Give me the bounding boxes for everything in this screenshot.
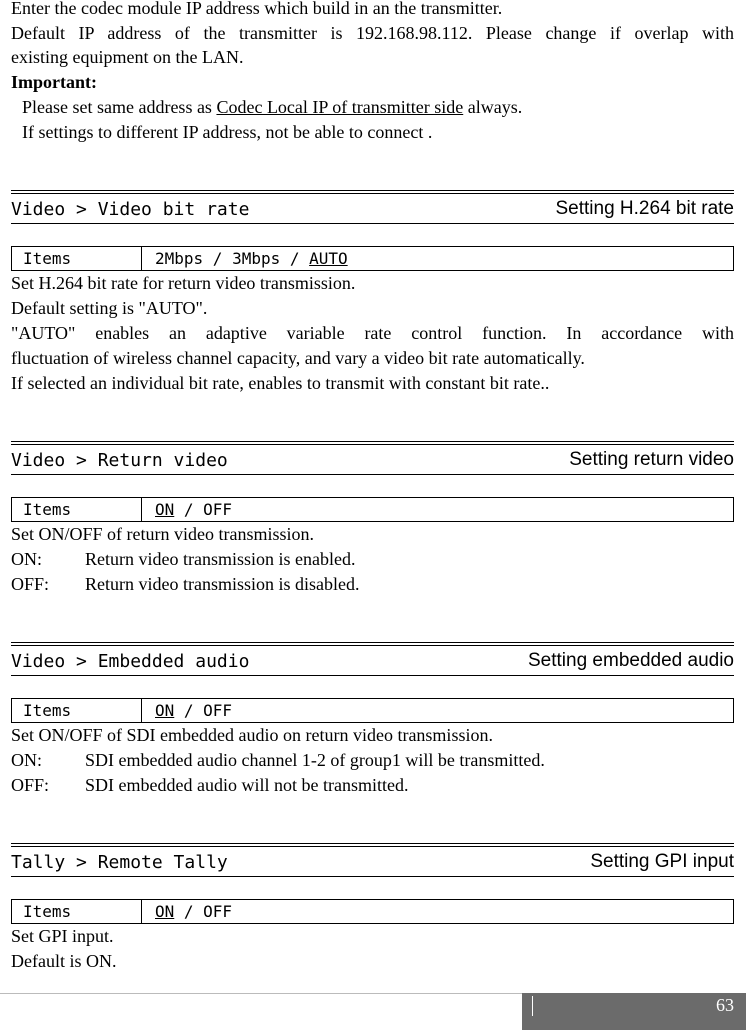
return-video-off-row bbox=[11, 573, 359, 595]
note-text: always. bbox=[463, 97, 523, 117]
items-label: Items bbox=[12, 498, 142, 521]
items-label: Items bbox=[12, 900, 142, 923]
section-title: Setting H.264 bit rate bbox=[555, 198, 734, 219]
bitrate-line-4: fluctuation of wireless channel capacity, and vary a video bit rate automatically. bbox=[11, 348, 585, 368]
items-table-remote-tally bbox=[11, 899, 734, 924]
page-number-box bbox=[522, 993, 746, 1030]
embedded-audio-off-row bbox=[11, 774, 408, 796]
items-table-return-video bbox=[11, 497, 734, 522]
bitrate-line-5: If selected an individual bit rate, enables to transmit with constant bit rate.. bbox=[11, 373, 550, 393]
items-label: Items bbox=[12, 699, 142, 722]
option-selected: ON bbox=[155, 902, 175, 921]
bitrate-line-2: Default setting is "AUTO". bbox=[11, 298, 208, 318]
off-key: OFF: bbox=[11, 574, 50, 594]
option-text: / OFF bbox=[174, 902, 233, 921]
note-text: Please set same address as bbox=[22, 97, 217, 117]
embedded-audio-desc: Set ON/OFF of SDI embedded audio on return video transmission. bbox=[11, 725, 493, 745]
section-header-video-bit-rate bbox=[11, 190, 734, 224]
option-text: 2Mbps / 3Mbps / bbox=[155, 249, 310, 268]
page-box-separator bbox=[532, 996, 533, 1016]
section-path: Video > Embedded audio bbox=[11, 651, 250, 672]
items-label: Items bbox=[12, 247, 142, 270]
section-path: Video > Video bit rate bbox=[11, 199, 250, 220]
bitrate-line-1: Set H.264 bit rate for return video transmission. bbox=[11, 273, 356, 293]
section-path: Tally > Remote Tally bbox=[11, 852, 228, 873]
on-text: Return video transmission is enabled. bbox=[85, 549, 356, 569]
items-table-embedded-audio bbox=[11, 698, 734, 723]
on-key: ON: bbox=[11, 750, 42, 770]
section-path: Video > Return video bbox=[11, 450, 228, 471]
option-text: / OFF bbox=[174, 701, 233, 720]
option-selected: ON bbox=[155, 500, 175, 519]
off-text: SDI embedded audio will not be transmitted. bbox=[85, 775, 409, 795]
items-options bbox=[155, 699, 232, 722]
return-video-on-row bbox=[11, 548, 355, 570]
section-header-return-video bbox=[11, 441, 734, 475]
intro-line-1: Enter the codec module IP address which build in an the transmitter. bbox=[11, 0, 503, 18]
important-note-1 bbox=[22, 96, 522, 118]
tally-line-1: Set GPI input. bbox=[11, 926, 114, 946]
section-header-remote-tally bbox=[11, 843, 734, 877]
on-text: SDI embedded audio channel 1-2 of group1 will be transmitted. bbox=[85, 750, 545, 770]
section-title: Setting embedded audio bbox=[528, 650, 734, 671]
items-options bbox=[155, 900, 232, 923]
codec-local-ip-link: Codec Local IP of transmitter side bbox=[216, 97, 464, 117]
off-text: Return video transmission is disabled. bbox=[85, 574, 360, 594]
on-key: ON: bbox=[11, 549, 42, 569]
items-table-video-bit-rate bbox=[11, 246, 734, 271]
return-video-desc: Set ON/OFF of return video transmission. bbox=[11, 524, 314, 544]
items-options bbox=[155, 498, 232, 521]
section-header-embedded-audio bbox=[11, 642, 734, 676]
bitrate-line-3: "AUTO" enables an adaptive variable rate control function. In accordance with bbox=[11, 323, 734, 343]
option-selected: ON bbox=[155, 701, 175, 720]
section-title: Setting return video bbox=[569, 449, 734, 470]
option-text: / OFF bbox=[174, 500, 233, 519]
items-options bbox=[155, 247, 348, 270]
off-key: OFF: bbox=[11, 775, 50, 795]
embedded-audio-on-row bbox=[11, 749, 545, 771]
intro-line-2: Default IP address of the transmitter is 192.168.98.112. Please change if overlap with bbox=[11, 23, 734, 43]
tally-line-2: Default is ON. bbox=[11, 951, 117, 971]
important-label: Important: bbox=[11, 72, 97, 92]
section-title: Setting GPI input bbox=[590, 851, 734, 872]
page-number: 63 bbox=[716, 995, 734, 1015]
important-note-2: If settings to different IP address, not be able to connect . bbox=[22, 122, 433, 142]
intro-line-3: existing equipment on the LAN. bbox=[11, 47, 244, 67]
option-selected: AUTO bbox=[309, 249, 348, 268]
